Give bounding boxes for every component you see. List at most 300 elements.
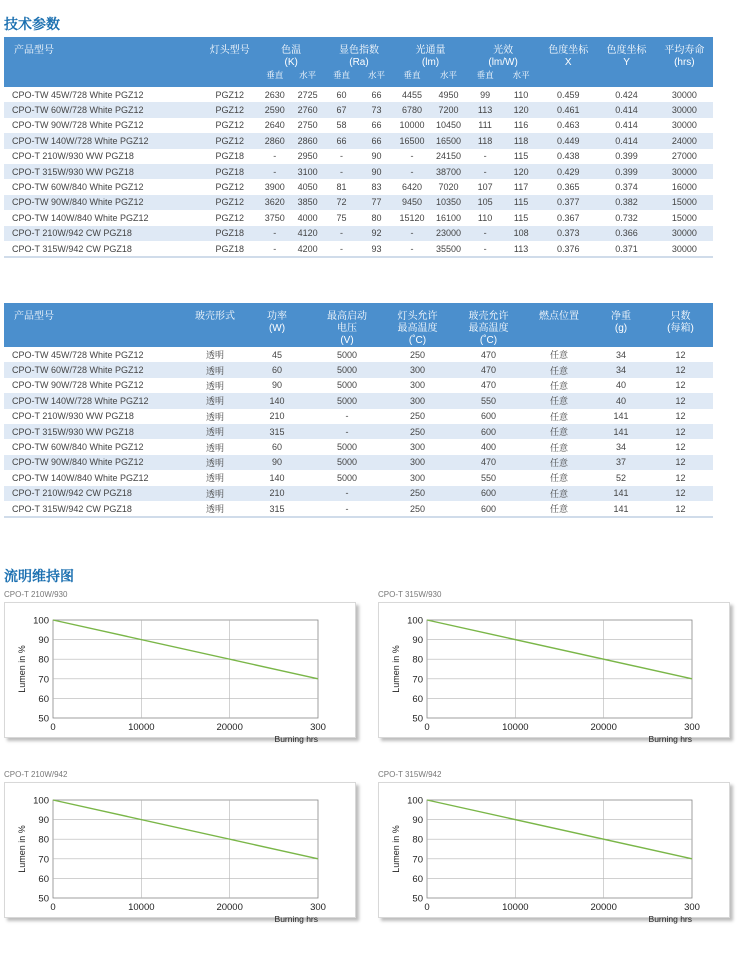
y-tick-label: 50 bbox=[38, 893, 49, 905]
cell-cri-v: - bbox=[324, 241, 359, 257]
cell-base: PGZ12 bbox=[201, 87, 258, 102]
cell-cct-v: 2640 bbox=[258, 118, 291, 133]
header-efficacy-unit: (lm/W) bbox=[488, 57, 518, 68]
cell-bulb: 透明 bbox=[188, 470, 242, 485]
header-horizontal: 水平 bbox=[291, 69, 324, 87]
chart-svg bbox=[379, 603, 729, 744]
cell-base-t: 300 bbox=[382, 362, 453, 377]
table-row bbox=[4, 195, 713, 210]
cell-cct-h: 4000 bbox=[291, 210, 324, 225]
cell-life: 15000 bbox=[656, 210, 713, 225]
table-row bbox=[4, 118, 713, 133]
header-power bbox=[242, 303, 312, 347]
header-cy bbox=[597, 37, 655, 87]
header-power-unit: (W) bbox=[268, 323, 286, 334]
cell-cri-h: 80 bbox=[359, 210, 394, 225]
cell-bulb-t: 470 bbox=[453, 378, 524, 393]
cell-eff-h: 116 bbox=[503, 118, 539, 133]
header-burning: 燃点位置 bbox=[524, 303, 594, 347]
cell-cct-h: 2760 bbox=[291, 102, 324, 117]
cell-cri-h: 73 bbox=[359, 102, 394, 117]
chart-panel bbox=[378, 602, 730, 744]
cell-pos: 任意 bbox=[524, 501, 594, 517]
cell-life: 30000 bbox=[656, 118, 713, 133]
table-row bbox=[4, 102, 713, 117]
cell-cri-v: 67 bbox=[324, 102, 359, 117]
cell-flux-v: - bbox=[394, 226, 430, 241]
cell-flux-v: - bbox=[394, 164, 430, 179]
header-bulb-temp-label2: 最高温度 bbox=[468, 323, 509, 334]
cell-base-t: 300 bbox=[382, 393, 453, 408]
cell-x: 0.438 bbox=[539, 149, 597, 164]
cell-model: CPO-T 210W/942 CW PGZ18 bbox=[4, 226, 201, 241]
cell-base-t: 250 bbox=[382, 424, 453, 439]
header-efficacy-label: 光效 bbox=[493, 45, 514, 56]
header-bulb-temp-label: 玻壳允许 bbox=[468, 311, 509, 322]
table-row bbox=[4, 149, 713, 164]
cell-weight: 52 bbox=[594, 470, 648, 485]
cell-flux-h: 35500 bbox=[430, 241, 467, 257]
cell-pos: 任意 bbox=[524, 362, 594, 377]
cell-qty: 12 bbox=[648, 501, 713, 517]
chart-caption: CPO-T 210W/942 bbox=[4, 770, 68, 779]
cell-flux-v: - bbox=[394, 241, 430, 257]
cell-flux-h: 7200 bbox=[430, 102, 467, 117]
cell-y: 0.399 bbox=[597, 149, 655, 164]
cell-qty: 12 bbox=[648, 486, 713, 501]
cell-model: CPO-TW 140W/728 White PGZ12 bbox=[4, 393, 188, 408]
cell-power: 60 bbox=[242, 439, 312, 454]
cell-eff-v: - bbox=[467, 241, 503, 257]
cell-model: CPO-TW 90W/728 White PGZ12 bbox=[4, 118, 201, 133]
header-life bbox=[656, 37, 713, 87]
cell-base-t: 300 bbox=[382, 470, 453, 485]
cell-model: CPO-TW 45W/728 White PGZ12 bbox=[4, 347, 188, 362]
y-tick-label: 100 bbox=[33, 615, 49, 627]
cell-eff-v: 107 bbox=[467, 179, 503, 194]
physical-table bbox=[4, 303, 713, 518]
cell-model: CPO-T 210W/942 CW PGZ18 bbox=[4, 486, 188, 501]
header-model: 产品型号 bbox=[4, 303, 188, 347]
x-tick-label: 0 bbox=[50, 902, 56, 913]
cell-x: 0.459 bbox=[539, 87, 597, 102]
header-weight bbox=[594, 303, 648, 347]
cell-base-t: 300 bbox=[382, 439, 453, 454]
y-tick-label: 100 bbox=[407, 795, 423, 807]
cell-eff-v: - bbox=[467, 226, 503, 241]
cell-x: 0.373 bbox=[539, 226, 597, 241]
x-axis-label: Burning hrs bbox=[648, 734, 692, 744]
header-base-temp bbox=[382, 303, 453, 347]
cell-cct-h: 2950 bbox=[291, 149, 324, 164]
x-tick-label: 20000 bbox=[590, 902, 617, 913]
cell-x: 0.449 bbox=[539, 133, 597, 148]
header-base-temp-label2: 最高温度 bbox=[397, 323, 438, 334]
cell-flux-v: 6780 bbox=[394, 102, 430, 117]
cell-base-t: 250 bbox=[382, 409, 453, 424]
cell-x: 0.463 bbox=[539, 118, 597, 133]
cell-flux-h: 4950 bbox=[430, 87, 467, 102]
header-efficacy bbox=[467, 37, 539, 69]
cell-x: 0.461 bbox=[539, 102, 597, 117]
cell-qty: 12 bbox=[648, 362, 713, 377]
cell-model: CPO-TW 140W/840 White PGZ12 bbox=[4, 210, 201, 225]
table-row bbox=[4, 378, 713, 393]
cell-base-t: 250 bbox=[382, 347, 453, 362]
cell-flux-h: 10350 bbox=[430, 195, 467, 210]
cell-model: CPO-TW 90W/840 White PGZ12 bbox=[4, 455, 188, 470]
cell-bulb: 透明 bbox=[188, 501, 242, 517]
cell-base: PGZ18 bbox=[201, 241, 258, 257]
cell-cri-h: 83 bbox=[359, 179, 394, 194]
x-axis-label: Burning hrs bbox=[648, 914, 692, 924]
header-base: 灯头型号 bbox=[201, 37, 258, 87]
y-tick-label: 60 bbox=[38, 873, 49, 885]
cell-weight: 141 bbox=[594, 501, 648, 517]
cell-y: 0.366 bbox=[597, 226, 655, 241]
cell-cri-h: 66 bbox=[359, 118, 394, 133]
cell-power: 315 bbox=[242, 501, 312, 517]
header-cct-unit: (K) bbox=[284, 57, 298, 68]
cell-flux-v: 15120 bbox=[394, 210, 430, 225]
x-tick-label: 300 bbox=[684, 722, 700, 733]
cell-qty: 12 bbox=[648, 378, 713, 393]
cell-life: 30000 bbox=[656, 226, 713, 241]
cell-base-t: 300 bbox=[382, 378, 453, 393]
cell-bulb-t: 600 bbox=[453, 486, 524, 501]
cell-model: CPO-TW 90W/728 White PGZ12 bbox=[4, 378, 188, 393]
cell-qty: 12 bbox=[648, 409, 713, 424]
plot-area bbox=[53, 620, 318, 718]
cell-eff-h: 120 bbox=[503, 164, 539, 179]
header-horizontal: 水平 bbox=[503, 69, 539, 87]
cell-eff-h: 115 bbox=[503, 195, 539, 210]
y-tick-label: 90 bbox=[38, 815, 49, 827]
cell-eff-v: 113 bbox=[467, 102, 503, 117]
table-row bbox=[4, 347, 713, 362]
header-horizontal: 水平 bbox=[359, 69, 394, 87]
cell-life: 30000 bbox=[656, 102, 713, 117]
header-bulb: 玻壳形式 bbox=[188, 303, 242, 347]
header-life-label: 平均寿命 bbox=[664, 45, 705, 56]
cell-qty: 12 bbox=[648, 424, 713, 439]
chart-caption: CPO-T 210W/930 bbox=[4, 590, 68, 599]
cell-power: 315 bbox=[242, 424, 312, 439]
cell-ign: - bbox=[312, 486, 382, 501]
y-tick-label: 90 bbox=[38, 635, 49, 647]
header-qty-unit: (每箱) bbox=[667, 323, 694, 334]
cell-base-t: 250 bbox=[382, 486, 453, 501]
x-tick-label: 20000 bbox=[216, 722, 243, 733]
table-row bbox=[4, 87, 713, 102]
table-row bbox=[4, 501, 713, 517]
cell-eff-v: 99 bbox=[467, 87, 503, 102]
cell-weight: 141 bbox=[594, 486, 648, 501]
cell-flux-h: 23000 bbox=[430, 226, 467, 241]
plot-area bbox=[53, 800, 318, 898]
cell-life: 24000 bbox=[656, 133, 713, 148]
cell-ign: 5000 bbox=[312, 378, 382, 393]
cell-ign: - bbox=[312, 409, 382, 424]
cell-cri-h: 93 bbox=[359, 241, 394, 257]
cell-cri-v: 60 bbox=[324, 87, 359, 102]
cell-power: 140 bbox=[242, 470, 312, 485]
y-tick-label: 80 bbox=[38, 654, 49, 666]
cell-model: CPO-T 210W/930 WW PGZ18 bbox=[4, 149, 201, 164]
cell-eff-h: 118 bbox=[503, 133, 539, 148]
chart-panel bbox=[378, 782, 730, 924]
cell-bulb-t: 470 bbox=[453, 362, 524, 377]
header-ignition-label2: 电压 bbox=[337, 323, 357, 334]
table-row bbox=[4, 210, 713, 225]
cell-cct-h: 4050 bbox=[291, 179, 324, 194]
cell-x: 0.367 bbox=[539, 210, 597, 225]
cell-model: CPO-TW 45W/728 White PGZ12 bbox=[4, 87, 201, 102]
chart-caption: CPO-T 315W/930 bbox=[378, 590, 442, 599]
cell-cri-h: 66 bbox=[359, 133, 394, 148]
cell-power: 60 bbox=[242, 362, 312, 377]
cell-bulb: 透明 bbox=[188, 393, 242, 408]
cell-ign: 5000 bbox=[312, 393, 382, 408]
cell-pos: 任意 bbox=[524, 455, 594, 470]
chart-svg bbox=[379, 783, 729, 924]
cell-power: 45 bbox=[242, 347, 312, 362]
y-tick-label: 70 bbox=[412, 854, 423, 866]
cell-base: PGZ12 bbox=[201, 210, 258, 225]
y-tick-label: 50 bbox=[412, 893, 423, 905]
cell-eff-h: 110 bbox=[503, 87, 539, 102]
plot-area bbox=[427, 620, 692, 718]
cell-bulb-t: 400 bbox=[453, 439, 524, 454]
header-cy-label: 色度坐标 bbox=[606, 45, 647, 56]
cell-eff-v: 111 bbox=[467, 118, 503, 133]
cell-y: 0.399 bbox=[597, 164, 655, 179]
section-title-specs: 技术参数 bbox=[4, 17, 60, 33]
header-vertical: 垂直 bbox=[394, 69, 430, 87]
cell-life: 30000 bbox=[656, 241, 713, 257]
cell-power: 210 bbox=[242, 486, 312, 501]
table-row bbox=[4, 424, 713, 439]
y-tick-label: 70 bbox=[412, 674, 423, 686]
cell-flux-v: 16500 bbox=[394, 133, 430, 148]
y-axis-label: Lumen in % bbox=[17, 645, 27, 693]
header-qty bbox=[648, 303, 713, 347]
cell-base: PGZ12 bbox=[201, 195, 258, 210]
cell-x: 0.365 bbox=[539, 179, 597, 194]
y-tick-label: 90 bbox=[412, 635, 423, 647]
cell-cri-v: 66 bbox=[324, 133, 359, 148]
y-tick-label: 80 bbox=[38, 834, 49, 846]
x-tick-label: 0 bbox=[424, 902, 430, 913]
cell-cct-h: 4200 bbox=[291, 241, 324, 257]
y-tick-label: 80 bbox=[412, 834, 423, 846]
cell-pos: 任意 bbox=[524, 470, 594, 485]
cell-bulb: 透明 bbox=[188, 347, 242, 362]
cell-pos: 任意 bbox=[524, 409, 594, 424]
header-base-temp-label: 灯头允许 bbox=[397, 311, 438, 322]
cell-cri-v: 72 bbox=[324, 195, 359, 210]
cell-flux-h: 10450 bbox=[430, 118, 467, 133]
header-flux-label: 光通量 bbox=[415, 45, 446, 56]
x-axis-label: Burning hrs bbox=[274, 734, 318, 744]
cell-cct-v: 3750 bbox=[258, 210, 291, 225]
cell-power: 210 bbox=[242, 409, 312, 424]
cell-eff-v: - bbox=[467, 164, 503, 179]
cell-cct-v: 2860 bbox=[258, 133, 291, 148]
header-cri-unit: (Ra) bbox=[349, 57, 369, 68]
cell-eff-v: 110 bbox=[467, 210, 503, 225]
cell-cri-h: 66 bbox=[359, 87, 394, 102]
cell-weight: 34 bbox=[594, 347, 648, 362]
header-weight-unit: (g) bbox=[614, 323, 628, 334]
cell-cct-h: 2725 bbox=[291, 87, 324, 102]
table-row bbox=[4, 179, 713, 194]
cell-ign: 5000 bbox=[312, 362, 382, 377]
table-row bbox=[4, 226, 713, 241]
header-bulb-temp bbox=[453, 303, 524, 347]
x-tick-label: 300 bbox=[684, 902, 700, 913]
cell-eff-h: 113 bbox=[503, 241, 539, 257]
cell-flux-v: 4455 bbox=[394, 87, 430, 102]
cell-model: CPO-T 315W/930 WW PGZ18 bbox=[4, 424, 188, 439]
cell-eff-v: - bbox=[467, 149, 503, 164]
cell-cri-h: 92 bbox=[359, 226, 394, 241]
cell-base: PGZ18 bbox=[201, 149, 258, 164]
cell-model: CPO-TW 140W/728 White PGZ12 bbox=[4, 133, 201, 148]
cell-eff-h: 115 bbox=[503, 149, 539, 164]
header-weight-label: 净重 bbox=[611, 311, 631, 322]
cell-bulb-t: 470 bbox=[453, 455, 524, 470]
cell-power: 140 bbox=[242, 393, 312, 408]
cell-pos: 任意 bbox=[524, 439, 594, 454]
cell-flux-h: 16500 bbox=[430, 133, 467, 148]
x-tick-label: 10000 bbox=[128, 722, 155, 733]
y-axis-label: Lumen in % bbox=[391, 825, 401, 873]
cell-pos: 任意 bbox=[524, 424, 594, 439]
cell-y: 0.374 bbox=[597, 179, 655, 194]
cell-bulb-t: 600 bbox=[453, 409, 524, 424]
header-ignition bbox=[312, 303, 382, 347]
cell-flux-h: 16100 bbox=[430, 210, 467, 225]
cell-cct-v: - bbox=[258, 149, 291, 164]
cell-y: 0.414 bbox=[597, 102, 655, 117]
x-tick-label: 0 bbox=[424, 722, 430, 733]
header-cri bbox=[324, 37, 394, 69]
cell-ign: 5000 bbox=[312, 347, 382, 362]
cell-base: PGZ12 bbox=[201, 179, 258, 194]
table-row bbox=[4, 409, 713, 424]
cell-y: 0.382 bbox=[597, 195, 655, 210]
cell-x: 0.376 bbox=[539, 241, 597, 257]
cell-life: 16000 bbox=[656, 179, 713, 194]
chart-panel bbox=[4, 782, 356, 924]
cell-cct-h: 3100 bbox=[291, 164, 324, 179]
plot-area bbox=[427, 800, 692, 898]
header-ignition-unit: (V) bbox=[340, 335, 354, 346]
header-vertical: 垂直 bbox=[258, 69, 291, 87]
cell-pos: 任意 bbox=[524, 393, 594, 408]
cell-x: 0.429 bbox=[539, 164, 597, 179]
x-tick-label: 0 bbox=[50, 722, 56, 733]
cell-bulb-t: 600 bbox=[453, 501, 524, 517]
cell-y: 0.414 bbox=[597, 118, 655, 133]
cell-pos: 任意 bbox=[524, 486, 594, 501]
y-tick-label: 50 bbox=[38, 713, 49, 725]
cell-cct-h: 2860 bbox=[291, 133, 324, 148]
header-flux bbox=[394, 37, 467, 69]
cell-eff-h: 117 bbox=[503, 179, 539, 194]
cell-cri-v: - bbox=[324, 149, 359, 164]
cell-model: CPO-TW 60W/840 White PGZ12 bbox=[4, 179, 201, 194]
cell-ign: - bbox=[312, 501, 382, 517]
cell-model: CPO-TW 60W/728 White PGZ12 bbox=[4, 362, 188, 377]
cell-bulb: 透明 bbox=[188, 378, 242, 393]
chart-svg bbox=[5, 603, 355, 744]
y-tick-label: 60 bbox=[412, 873, 423, 885]
header-qty-label: 只数 bbox=[670, 311, 691, 322]
table-row bbox=[4, 362, 713, 377]
y-tick-label: 100 bbox=[33, 795, 49, 807]
y-tick-label: 100 bbox=[407, 615, 423, 627]
cell-flux-v: 6420 bbox=[394, 179, 430, 194]
cell-cct-v: - bbox=[258, 226, 291, 241]
cell-cri-v: 75 bbox=[324, 210, 359, 225]
chart-caption: CPO-T 315W/942 bbox=[378, 770, 442, 779]
cell-weight: 141 bbox=[594, 424, 648, 439]
cell-qty: 12 bbox=[648, 439, 713, 454]
y-tick-label: 70 bbox=[38, 674, 49, 686]
cell-base-t: 300 bbox=[382, 455, 453, 470]
cell-model: CPO-TW 60W/728 White PGZ12 bbox=[4, 102, 201, 117]
cell-cct-v: 3620 bbox=[258, 195, 291, 210]
x-tick-label: 300 bbox=[310, 902, 326, 913]
section-title-lumen: 流明维持图 bbox=[4, 569, 74, 585]
cell-bulb: 透明 bbox=[188, 362, 242, 377]
cell-bulb-t: 550 bbox=[453, 393, 524, 408]
table-row bbox=[4, 486, 713, 501]
cell-cri-v: - bbox=[324, 226, 359, 241]
header-vertical: 垂直 bbox=[467, 69, 503, 87]
y-tick-label: 60 bbox=[412, 693, 423, 705]
cell-base: PGZ12 bbox=[201, 102, 258, 117]
cell-bulb: 透明 bbox=[188, 409, 242, 424]
cell-life: 15000 bbox=[656, 195, 713, 210]
cell-flux-v: 9450 bbox=[394, 195, 430, 210]
cell-y: 0.371 bbox=[597, 241, 655, 257]
header-ignition-label: 最高启动 bbox=[327, 311, 367, 322]
header-cri-label: 显色指数 bbox=[338, 45, 379, 56]
cell-base: PGZ18 bbox=[201, 164, 258, 179]
cell-qty: 12 bbox=[648, 470, 713, 485]
cell-flux-h: 24150 bbox=[430, 149, 467, 164]
header-horizontal: 水平 bbox=[430, 69, 467, 87]
header-life-unit: (hrs) bbox=[674, 57, 695, 68]
cell-ign: 5000 bbox=[312, 439, 382, 454]
cell-cri-v: 58 bbox=[324, 118, 359, 133]
table-row bbox=[4, 393, 713, 408]
x-tick-label: 10000 bbox=[502, 902, 529, 913]
cell-life: 30000 bbox=[656, 87, 713, 102]
cell-base: PGZ12 bbox=[201, 118, 258, 133]
cell-cct-v: - bbox=[258, 241, 291, 257]
cell-bulb-t: 470 bbox=[453, 347, 524, 362]
chart-svg bbox=[5, 783, 355, 924]
cell-model: CPO-T 315W/930 WW PGZ18 bbox=[4, 164, 201, 179]
cell-ign: 5000 bbox=[312, 470, 382, 485]
y-tick-label: 60 bbox=[38, 693, 49, 705]
cell-cct-v: - bbox=[258, 164, 291, 179]
cell-ign: - bbox=[312, 424, 382, 439]
